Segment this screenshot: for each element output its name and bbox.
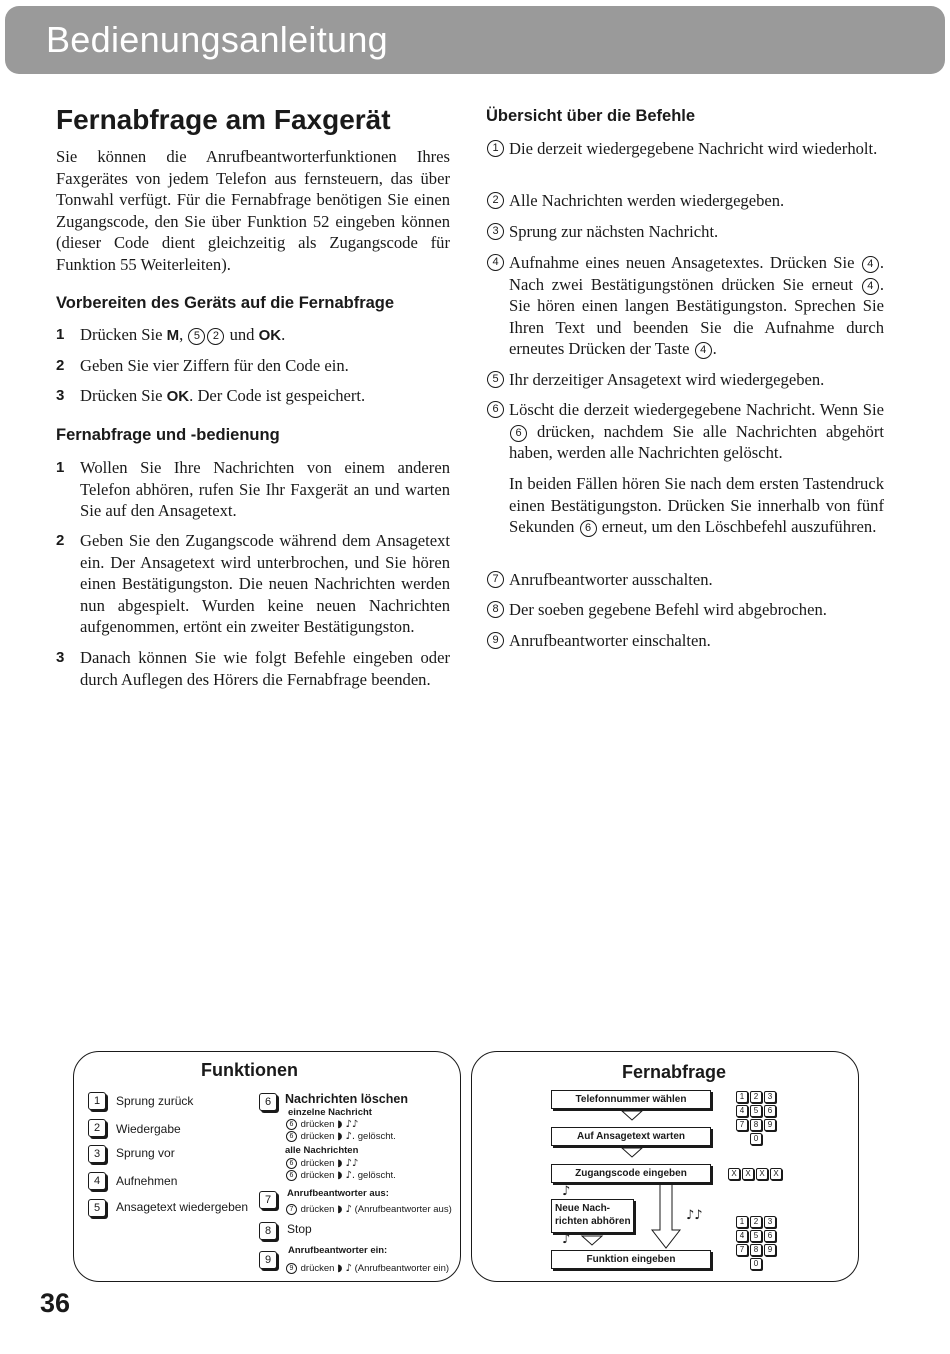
function-label: Wiedergabe	[116, 1122, 181, 1136]
prepare-step-3: 3 Drücken Sie OK. Der Code ist gespeichert.	[56, 386, 366, 405]
key-6-icon: 6	[580, 520, 597, 537]
delete-title: Nachrichten löschen	[285, 1092, 408, 1106]
flow-arrows	[472, 1052, 858, 1281]
press-line: 6 drücken ◗ ♪♪	[285, 1119, 358, 1130]
step-wait: Auf Ansagetext warten	[551, 1127, 711, 1146]
keypad-key: 8	[750, 1244, 762, 1256]
remote-step-1: 1 Wollen Sie Ihre Nachrichten von einem anderen Telefon abhören, rufen Sie Ihr Faxgerät an und warten Sie auf den Ansagetext.	[56, 458, 450, 521]
key-5-icon: 5	[88, 1199, 106, 1217]
all-label: alle Nachrichten	[285, 1145, 359, 1156]
tone-icon: ♪	[562, 1232, 571, 1247]
key-5-icon: 5	[487, 371, 504, 388]
key-3-icon: 3	[88, 1145, 106, 1163]
command-6-note: In beiden Fällen hören Sie nach dem ersten Tastendruck einen Bestätigungston. Drücken Sie innerhalb von fünf Sekunden 6 erneut, um den Löschbefehl auszuführen.	[509, 474, 884, 537]
remote-panel-title: Fernabfrage	[622, 1062, 727, 1082]
page-number: 36	[40, 1288, 71, 1318]
keypad-key: 3	[764, 1091, 776, 1103]
key-2-icon: 2	[88, 1119, 106, 1137]
function-label: Aufnehmen	[116, 1174, 178, 1188]
step-number: 1	[56, 326, 65, 343]
keypad-key: 4	[736, 1105, 748, 1117]
keypad-key: 9	[764, 1119, 776, 1131]
key-2-icon: 2	[207, 328, 224, 345]
key-9-icon: 9	[259, 1251, 277, 1269]
keypad-key: 6	[764, 1105, 776, 1117]
command-5: 5 Ihr derzeitiger Ansagetext wird wiedergegeben.	[486, 369, 884, 391]
function-label: Sprung vor	[116, 1146, 175, 1160]
keypad-key: 5	[750, 1230, 762, 1242]
keypad-key: 1	[736, 1091, 748, 1103]
prepare-step-1: 1 Drücken Sie M, 5 2 und OK.	[56, 325, 286, 344]
key-6-icon: 6	[510, 425, 527, 442]
press-line: 6 drücken ◗ ♪. gelöscht.	[285, 1131, 396, 1142]
keypad-key: 3	[764, 1216, 776, 1228]
off-label: Anrufbeantworter aus:	[287, 1188, 389, 1199]
command-1: 1 Die derzeit wiedergegebene Nachricht wird wiederholt.	[486, 138, 884, 160]
key-8-icon: 8	[259, 1222, 277, 1240]
on-press-line: 9 drücken ◗ ♪ (Anrufbeantworter ein)	[285, 1263, 449, 1274]
prepare-step-2: 2 Geben Sie vier Ziffern für den Code ein.	[56, 356, 349, 375]
step-dial: Telefonnummer wählen	[551, 1090, 711, 1109]
key-8-icon: 8	[487, 601, 504, 618]
step-code: Zugangscode eingeben	[551, 1164, 711, 1183]
command-2: 2 Alle Nachrichten werden wiedergegeben.	[486, 190, 884, 212]
stop-label: Stop	[287, 1222, 312, 1236]
step-number: 2	[56, 532, 65, 549]
key-4-icon: 4	[862, 278, 879, 295]
remote-step-2: 2 Geben Sie den Zugangscode während dem Ansagetext ein. Der Ansagetext wird unterbrochen, und Sie hören einen Bestätigungston. Die neuen Nachrichten werden nun abgespielt. Wurden keine neuen Nachrichten aufgenommen, ertönt ein zweiter Bestätigungston.	[56, 531, 450, 637]
page-title: Fernabfrage am Faxgerät	[56, 104, 391, 135]
code-key: X	[742, 1168, 754, 1180]
command-6: 6 Löscht die derzeit wiedergegebene Nachricht. Wenn Sie 6 drücken, nachdem Sie alle Nachrichten abgehört haben, werden alle Nachrichten gelöscht.	[486, 399, 884, 464]
remote-heading: Fernabfrage und -bedienung	[56, 426, 280, 444]
commands-heading: Übersicht über die Befehle	[486, 107, 696, 125]
prepare-heading: Vorbereiten des Geräts auf die Fernabfrage	[56, 294, 395, 312]
key-1-icon: 1	[88, 1092, 106, 1110]
key-ok: OK	[166, 388, 190, 405]
step-number: 3	[56, 649, 65, 666]
on-label: Anrufbeantworter ein:	[288, 1245, 388, 1256]
keypad-key: 0	[750, 1133, 762, 1145]
keypad-key: 0	[750, 1258, 762, 1270]
key-m: M	[166, 327, 180, 344]
key-5-icon: 5	[188, 328, 205, 345]
remote-step-3: 3 Danach können Sie wie folgt Befehle eingeben oder durch Auflegen des Hörers die Fernabfrage beenden.	[56, 648, 450, 689]
code-key: X	[756, 1168, 768, 1180]
remote-panel	[471, 1051, 859, 1282]
single-label: einzelne Nachricht	[288, 1107, 372, 1118]
intro-text: Sie können die Anrufbeantworterfunktionen Ihres Faxgerätes von jedem Telefon aus fernsteuern, das über Tonwahl verfügt. Für die Fernabfrage benötigen Sie einen Zugangscode, den Sie über Funktion 52 eingeben können (dieser Code dient gleichzeitig als Zugangscode für Funktion 55 Weiterleiten).	[56, 147, 450, 274]
function-label: Sprung zurück	[116, 1094, 194, 1108]
tone-icon: ♪	[562, 1184, 571, 1199]
key-7-icon: 7	[487, 571, 504, 588]
key-3-icon: 3	[487, 223, 504, 240]
code-key: X	[770, 1168, 782, 1180]
step-listen: Neue Nach- richten abhören	[551, 1199, 634, 1233]
step-number: 3	[56, 387, 65, 404]
key-4-icon: 4	[88, 1172, 106, 1190]
keypad-key: 9	[764, 1244, 776, 1256]
keypad-key: 7	[736, 1119, 748, 1131]
keypad-key: 1	[736, 1216, 748, 1228]
key-4-icon: 4	[862, 256, 879, 273]
press-line: 6 drücken ◗ ♪♪	[285, 1158, 358, 1169]
key-6-icon: 6	[259, 1093, 277, 1111]
key-4-icon: 4	[695, 342, 712, 359]
key-ok: OK	[258, 327, 282, 344]
key-4-icon: 4	[487, 254, 504, 271]
key-9-icon: 9	[487, 632, 504, 649]
keypad-key: 2	[750, 1216, 762, 1228]
command-7: 7 Anrufbeantworter ausschalten.	[486, 569, 884, 591]
press-line: 6 drücken ◗ ♪. gelöscht.	[285, 1170, 396, 1181]
double-tone-icon: ♪♪	[686, 1208, 703, 1223]
step-number: 2	[56, 357, 65, 374]
command-3: 3 Sprung zur nächsten Nachricht.	[486, 221, 884, 243]
functions-panel	[73, 1051, 461, 1282]
step-number: 1	[56, 459, 65, 476]
header-title: Bedienungsanleitung	[46, 19, 388, 60]
command-9: 9 Anrufbeantworter einschalten.	[486, 630, 884, 652]
off-press-line: 7 drücken ◗ ♪ (Anrufbeantworter aus)	[285, 1204, 452, 1215]
keypad-key: 4	[736, 1230, 748, 1242]
key-6-icon: 6	[487, 401, 504, 418]
function-label: Ansagetext wiedergeben	[116, 1200, 249, 1214]
key-1-icon: 1	[487, 140, 504, 157]
key-7-icon: 7	[259, 1191, 277, 1209]
key-2-icon: 2	[487, 192, 504, 209]
keypad-key: 8	[750, 1119, 762, 1131]
code-key: X	[728, 1168, 740, 1180]
keypad-key: 2	[750, 1091, 762, 1103]
step-function: Funktion eingeben	[551, 1250, 711, 1269]
functions-title: Funktionen	[201, 1060, 298, 1080]
keypad-key: 7	[736, 1244, 748, 1256]
keypad-key: 5	[750, 1105, 762, 1117]
keypad-key: 6	[764, 1230, 776, 1242]
command-8: 8 Der soeben gegebene Befehl wird abgebrochen.	[486, 599, 884, 621]
command-4: 4 Aufnahme eines neuen Ansagetextes. Drücken Sie 4 . Nach zwei Bestätigungstönen drücken Sie erneut 4 . Sie hören einen langen Bestätigungston. Sprechen Sie Ihren Text und beenden Sie die Aufnahme durch erneutes Drücken der Taste 4 .	[486, 252, 884, 360]
